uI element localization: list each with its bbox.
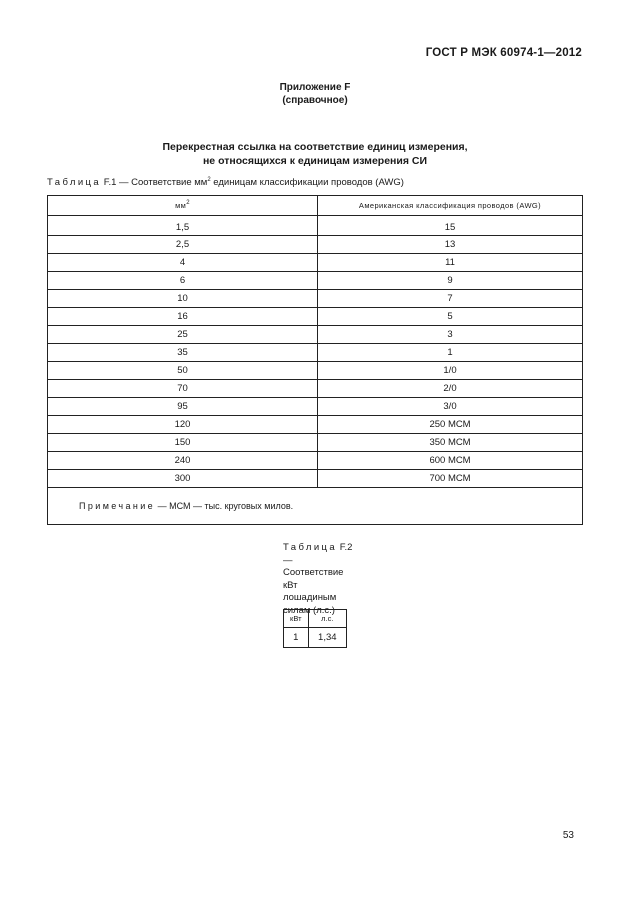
table-f1-cell: 11 — [318, 254, 583, 272]
table-f1-row — [48, 344, 583, 362]
table-f1-cell: 300 — [48, 470, 318, 488]
table-f1-caption-text: F.1 — Соответствие мм — [101, 177, 208, 188]
table-f2-caption-prefix: Таблица — [283, 542, 338, 553]
table-f1-body — [48, 216, 583, 488]
table-f1-cell: 5 — [318, 308, 583, 326]
table-f1-cell: 150 — [48, 434, 318, 452]
section-title-line-1: Перекрестная ссылка на соответствие единиц измерения, — [162, 141, 468, 153]
table-f1-cell: 70 — [48, 380, 318, 398]
table-f2-caption-text: F.2 — Соответствие кВт лошадиным силам (л.с.) — [283, 542, 353, 616]
table-f1-cell: 1/0 — [318, 362, 583, 380]
table-f1-cell: 600 МСМ — [318, 452, 583, 470]
table-f1-cell: 1,5 — [48, 216, 318, 236]
annex-name: Приложение F — [279, 82, 351, 93]
table-f1-row — [48, 398, 583, 416]
table-f1-cell: 2/0 — [318, 380, 583, 398]
table-f1-row — [48, 362, 583, 380]
table-f2-header-row — [284, 610, 347, 628]
table-f1-cell: 9 — [318, 272, 583, 290]
table-f1-cell: 95 — [48, 398, 318, 416]
table-f1-cell: 25 — [48, 326, 318, 344]
table-f2-caption — [283, 542, 353, 617]
table-f1-cell: 3/0 — [318, 398, 583, 416]
table-f1 — [47, 195, 583, 525]
table-f1-row — [48, 434, 583, 452]
table-f1-cell: 10 — [48, 290, 318, 308]
annex-type: (справочное) — [282, 95, 348, 106]
table-f1-cell: 240 — [48, 452, 318, 470]
annex-title — [0, 81, 630, 107]
table-f1-cell: 4 — [48, 254, 318, 272]
page-number: 53 — [562, 830, 574, 841]
table-f1-cell: 1 — [318, 344, 583, 362]
document-header: ГОСТ Р МЭК 60974-1—2012 — [425, 47, 582, 59]
table-f1-caption-text-end: единицам классификации проводов (AWG) — [210, 177, 404, 188]
table-f1-cell: 7 — [318, 290, 583, 308]
table-f1-cell: 35 — [48, 344, 318, 362]
table-f1-note — [48, 488, 583, 525]
table-f2-row — [284, 628, 347, 648]
table-f1-cell: 13 — [318, 236, 583, 254]
table-f1-row — [48, 416, 583, 434]
table-f1-cell: 120 — [48, 416, 318, 434]
table-f1-row — [48, 452, 583, 470]
table-f1-cell: 16 — [48, 308, 318, 326]
table-f2-col-hp: л.с. — [308, 610, 346, 628]
table-f1-col-awg: Американская классификация проводов (AWG) — [318, 196, 583, 216]
table-f1-row — [48, 470, 583, 488]
table-f1-cell: 350 МСМ — [318, 434, 583, 452]
table-f2 — [283, 609, 347, 648]
section-title — [0, 140, 630, 168]
table-f1-row — [48, 254, 583, 272]
table-f1-cell: 15 — [318, 216, 583, 236]
table-f1-header-row — [48, 196, 583, 216]
table-f1-cell: 3 — [318, 326, 583, 344]
table-f2-cell: 1 — [284, 628, 309, 648]
table-f1-cell: 6 — [48, 272, 318, 290]
table-f1-row — [48, 380, 583, 398]
table-f1-row — [48, 290, 583, 308]
note-text: — МСМ — тыс. круговых милов. — [155, 501, 294, 511]
note-label: Примечание — [79, 501, 156, 511]
table-f1-cell: 700 МСМ — [318, 470, 583, 488]
table-f1-cell: 250 МСМ — [318, 416, 583, 434]
table-f2-body — [284, 628, 347, 648]
table-f1-cell: 2,5 — [48, 236, 318, 254]
table-f1-row — [48, 272, 583, 290]
section-title-line-2: не относящихся к единицам измерения СИ — [202, 155, 428, 167]
table-f1-row — [48, 236, 583, 254]
table-f1-col-mm2: $мм^2$ — [48, 196, 318, 216]
table-f1-caption-prefix: Таблица — [47, 177, 102, 188]
table-f1-caption — [47, 177, 404, 188]
table-f2-cell: 1,34 — [308, 628, 346, 648]
table-f1-row — [48, 308, 583, 326]
table-f1-caption-sup: 2 — [207, 177, 211, 183]
table-f1-cell: 50 — [48, 362, 318, 380]
table-f2-col-kw: кВт — [284, 610, 309, 628]
table-f1-row — [48, 326, 583, 344]
table-f1-note-row — [48, 488, 583, 525]
table-f1-row — [48, 216, 583, 236]
